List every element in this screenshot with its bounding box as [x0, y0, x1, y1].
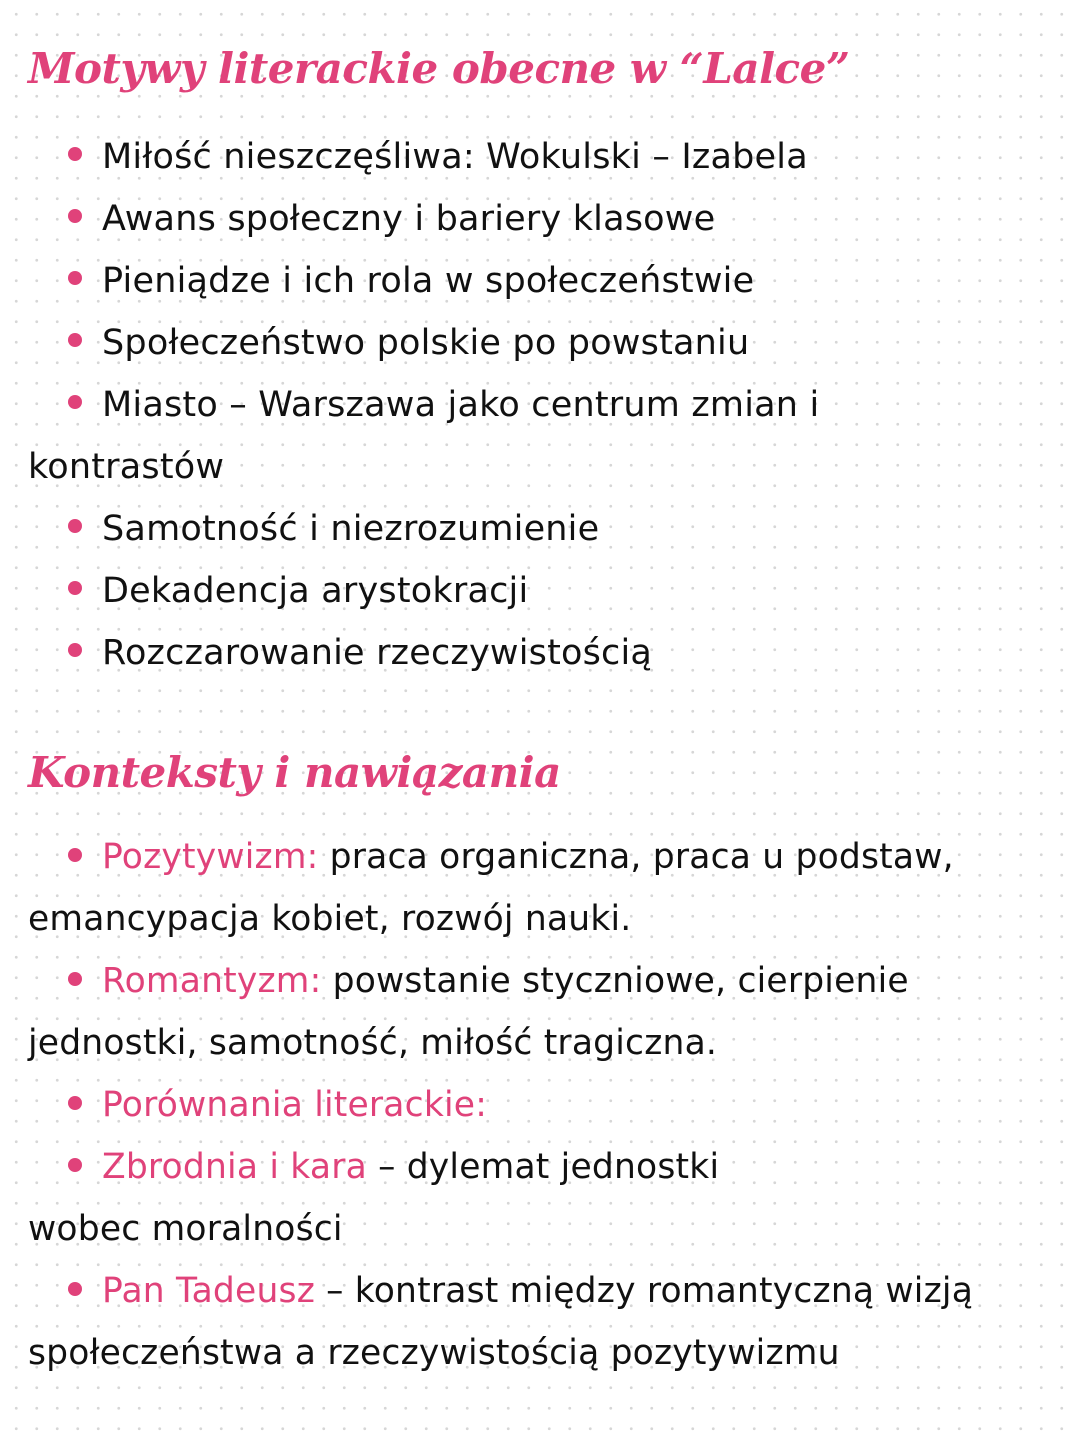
list-item-text: Społeczeństwo polskie po powstaniu [102, 323, 750, 363]
list-item [28, 188, 1058, 250]
bullet-icon [68, 271, 82, 285]
list-item [28, 1074, 1058, 1136]
list-item [28, 560, 1058, 622]
list-item-text: Pieniądze i ich rola w społeczeństwie [102, 261, 755, 301]
bullet-icon [68, 1282, 82, 1296]
list-item [28, 1136, 828, 1260]
list-item [28, 622, 1058, 684]
motifs-list [28, 126, 1058, 684]
section-heading-contexts: Konteksty i nawiązania [28, 748, 561, 797]
list-item [28, 498, 1058, 560]
bullet-icon [68, 209, 82, 223]
bullet-icon [68, 581, 82, 595]
context-text: powstanie styczniowe, cierpienie jednostki, samotność, miłość tragiczna. [28, 961, 909, 1063]
bullet-icon [68, 1096, 82, 1110]
list-item-text: Rozczarowanie rzeczywistością [102, 633, 653, 673]
list-item-text: Dekadencja arystokracji [102, 571, 529, 611]
list-item-text: Miasto – Warszawa jako centrum zmian i kontrastów [28, 385, 820, 487]
list-item [28, 826, 1058, 950]
bullet-icon [68, 519, 82, 533]
context-text: praca organiczna, praca u podstaw, emancypacja kobiet, rozwój nauki. [28, 837, 954, 939]
context-term: Zbrodnia i kara [102, 1147, 367, 1187]
context-term: Porównania literackie: [102, 1085, 488, 1125]
bullet-icon [68, 147, 82, 161]
bullet-icon [68, 1158, 82, 1172]
list-item [28, 250, 1058, 312]
list-item [28, 1260, 1058, 1384]
bullet-icon [68, 395, 82, 409]
contexts-list [28, 826, 1058, 1384]
context-term: Romantyzm: [102, 961, 322, 1001]
section-heading-motifs: Motywy literackie obecne w “Lalce” [28, 44, 850, 93]
bullet-icon [68, 643, 82, 657]
list-item [28, 126, 1058, 188]
context-term: Pozytywizm: [102, 837, 319, 877]
context-text: – kontrast między romantyczną wizją społeczeństwa a rzeczywistością pozytywizmu [28, 1271, 974, 1373]
list-item [28, 950, 988, 1074]
list-item-text: Awans społeczny i bariery klasowe [102, 199, 716, 239]
bullet-icon [68, 972, 82, 986]
list-item [28, 374, 888, 498]
context-term: Pan Tadeusz [102, 1271, 316, 1311]
list-item-text: Samotność i niezrozumienie [102, 509, 600, 549]
bullet-icon [68, 848, 82, 862]
context-text: – dylemat jednostki wobec moralności [28, 1147, 720, 1249]
bullet-icon [68, 333, 82, 347]
list-item [28, 312, 1058, 374]
list-item-text: Miłość nieszczęśliwa: Wokulski – Izabela [102, 137, 808, 177]
